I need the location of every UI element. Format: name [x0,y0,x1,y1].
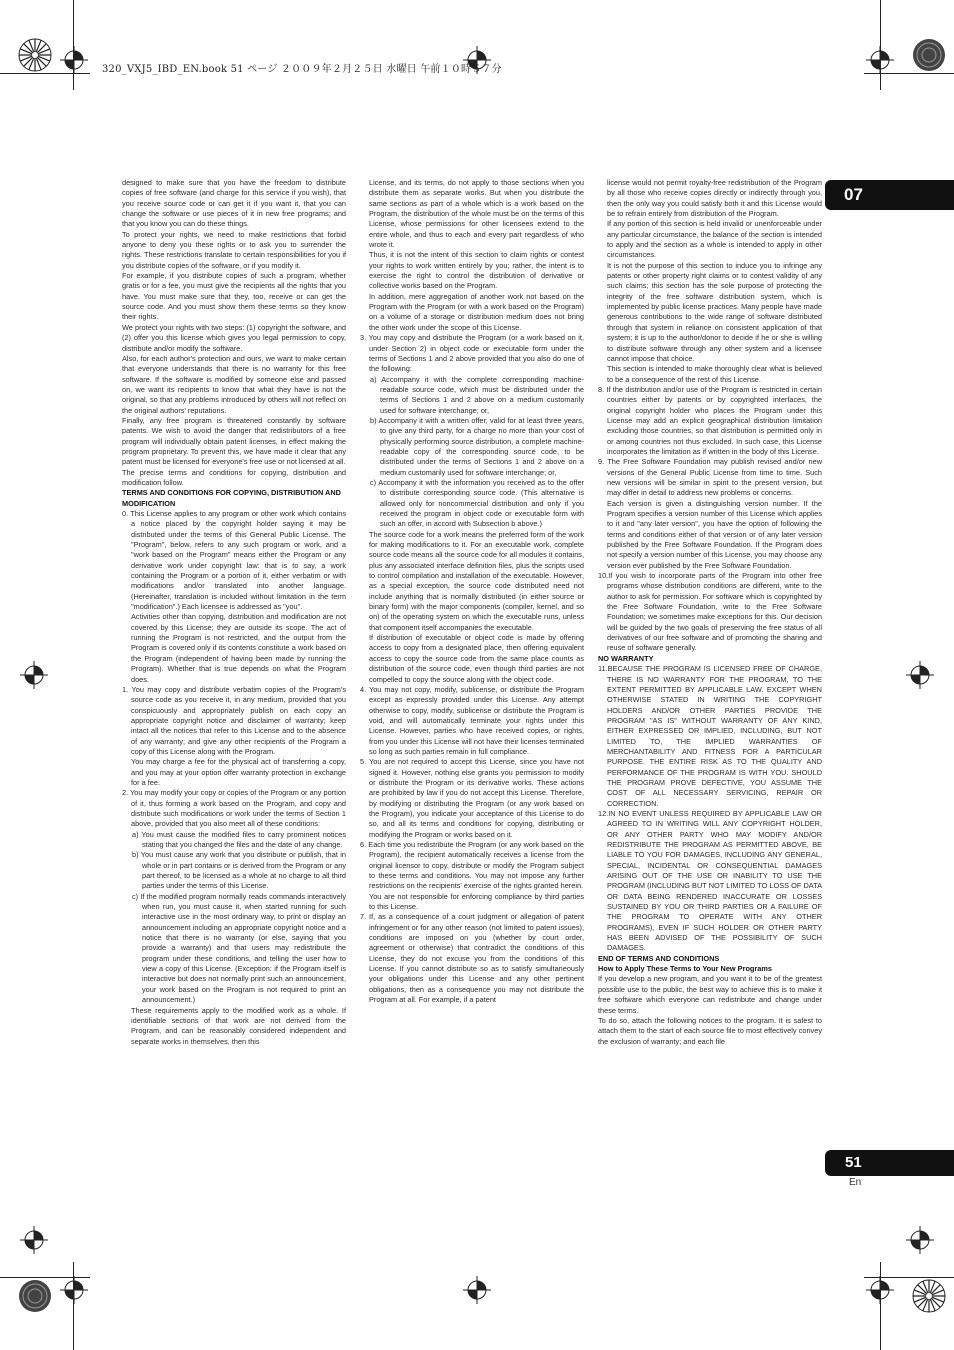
section-heading: NO WARRANTY [598,653,654,663]
numbered-item: 1. You may copy and distribute verbatim copies of the Program's source code as you receive it, in any medium, provided that you conspicuously and appropriately publish on each copy an appropriate copyright notice and disclaimer of warranty; keep intact all the notices that refer to this License and to the absence of any warranty; and give any other recipients of the Program a copy of this License along with the Program. [122,684,346,756]
crosshair-target-icon [20,661,48,689]
text-column-3 [598,178,822,1047]
section-heading: END OF TERMS AND CONDITIONS [598,953,720,963]
section-heading: TERMS AND CONDITIONS FOR COPYING, DISTRIBUTION AND MODIFICATION [122,488,341,508]
paragraph: For example, if you distribute copies of such a program, whether gratis or for a fee, you must give the recipients all the rights that you have. You must make sure that they, too, receive or can get the source code. And you must show them these terms so they know their rights. [122,271,346,322]
numbered-item: 8. If the distribution and/or use of the Program is restricted in certain countries either by patents or by copyrighted interfaces, the original copyright holder who places the Program under this License may add an explicit geographical distribution limitation excluding those countries, so that distribution is permitted only in or among countries not thus excluded. In such case, this License incorporates the limitation as if written in the body of this License. [598,384,822,456]
crosshair-target-icon [60,1276,88,1304]
language-code: En [849,1177,862,1188]
subsection-heading: How to Apply These Terms to Your New Programs [598,964,772,974]
numbered-item: 11.BECAUSE THE PROGRAM IS LICENSED FREE OF CHARGE, THERE IS NO WARRANTY FOR THE PROGRAM, TO THE EXTENT PERMITTED BY APPLICABLE LAW. EXCEPT WHEN OTHERWISE STATED IN WRITING THE COPYRIGHT HOLDERS AND/OR OTHER PARTIES PROVIDE THE PROGRAM "AS IS" WITHOUT WARRANTY OF ANY KIND, EITHER EXPRESSED OR IMPLIED, INCLUDING, BUT NOT LIMITED TO, THE IMPLIED WARRANTIES OF MERCHANTABILITY AND FITNESS FOR A PARTICULAR PURPOSE. THE ENTIRE RISK AS TO THE QUALITY AND PERFORMANCE OF THE PROGRAM IS WITH YOU. SHOULD THE PROGRAM PROVE DEFECTIVE, YOU ASSUME THE COST OF ALL NECESSARY SERVICING, REPAIR OR CORRECTION. [598,664,822,808]
crosshair-target-icon [906,661,934,689]
numbered-item: 3. You may copy and distribute the Program (or a work based on it, under Section 2) in object code or executable form under the terms of Sections 1 and 2 above provided that you also do one of the following: [360,333,584,374]
paragraph: designed to make sure that you have the freedom to distribute copies of free software (and charge for this service if you wish), that you receive source code or can get it if you want it, that you can change the software or use pieces of it in new free programs; and that you know you can do these things. [122,178,346,229]
lettered-item: a) You must cause the modified files to carry prominent notices stating that you changed the files and the date of any change. [132,829,346,849]
numbered-item: 6. Each time you redistribute the Program (or any work based on the Program), the recipient automatically receives a license from the original licensor to copy, distribute or modify the Program subject to these terms and conditions. You may not impose any further restrictions on the recipients' exercise of the rights granted herein. [360,840,584,891]
paragraph: To do so, attach the following notices to the program. It is safest to attach them to the start of each source file to most effectively convey the exclusion of warranty; and each file [598,1015,822,1046]
paragraph: The precise terms and conditions for copying, distribution and modification follow. [122,467,346,487]
crosshair-target-icon [906,1226,934,1254]
paragraph: If you develop a new program, and you want it to be of the greatest possible use to the public, the best way to achieve this is to make it free software which everyone can redistribute and change under these terms. [598,974,822,1015]
registration-mark-icon [912,38,946,72]
crosshair-target-icon [463,1276,491,1304]
lettered-item: a) Accompany it with the complete corresponding machine-readable source code, which must be distributed under the terms of Sections 1 and 2 above on a medium customarily used for software interchange; or, [370,374,584,415]
lettered-item: c) Accompany it with the information you received as to the offer to distribute corresponding source code. (This alternative is allowed only for noncommercial distribution and only if you received the program in object code or executable form with such an offer, in accord with Subsection b above.) [370,477,584,529]
text-column-2 [360,178,584,1006]
item-continuation: In addition, mere aggregation of another work not based on the Program with the Program (or with a work based on the Program) on a volume of a storage or distribution medium does not bring the other work under the scope of this License. [369,291,584,332]
numbered-item: 9. The Free Software Foundation may publish revised and/or new versions of the General Public License from time to time. Such new versions will be similar in spirit to the present version, but may differ in detail to address new problems or concerns. [598,457,822,498]
lettered-item: c) If the modified program normally reads commands interactively when run, you must cause it, when started running for such interactive use in the most ordinary way, to print or display an announcement including an appropriate copyright notice and a notice that there is no warranty (or else, saying that you provide a warranty) and that users may redistribute the program under these conditions, and telling the user how to view a copy of this License. (Exception: if the Program itself is interactive but does not normally print such an announcement, your work based on the Program is not required to print an announcement.) [132,891,346,1005]
page-number: 51 [825,1150,954,1176]
item-continuation: You are not responsible for enforcing compliance by third parties to this License. [369,891,584,912]
item-continuation: Each version is given a distinguishing version number. If the Program specifies a version number of this License which applies to it and "any later version", you have the option of following the terms and conditions either of that version or of any later version published by the Free Software Foundation. If the Program does not specify a version number of this License, you may choose any version ever published by the Free Software Foundation. [607,498,822,570]
item-continuation: If distribution of executable or object code is made by offering access to copy from a designated place, then offering equivalent access to copy the source code from the same place counts as distribution of the source code, even though third parties are not compelled to copy the source along with the object code. [369,633,584,684]
item-continuation: It is not the purpose of this section to induce you to infringe any patents or other property right claims or to contest validity of any such claims; this section has the sole purpose of protecting the integrity of the free software distribution system, which is implemented by public license practices. Many people have made generous contributions to the wide range of software distributed through that system in reliance on consistent application of that system; it is up to the author/donor to decide if he or she is willing to distribute software through any other system and a licensee cannot impose that choice. [607,260,822,363]
numbered-item: 12.IN NO EVENT UNLESS REQUIRED BY APPLICABLE LAW OR AGREED TO IN WRITING WILL ANY COPYRIGHT HOLDER, OR ANY OTHER PARTY WHO MAY MODIFY AND/OR REDISTRIBUTE THE PROGRAM AS PERMITTED ABOVE, BE LIABLE TO YOU FOR DAMAGES, INCLUDING ANY GENERAL, SPECIAL, INCIDENTAL OR CONSEQUENTIAL DAMAGES ARISING OUT OF THE USE OR INABILITY TO USE THE PROGRAM (INCLUDING BUT NOT LIMITED TO LOSS OF DATA OR DATA BEING RENDERED INACCURATE OR LOSSES SUSTAINED BY YOU OR THIRD PARTIES OR A FAILURE OF THE PROGRAM TO OPERATE WITH ANY OTHER PROGRAMS), EVEN IF SUCH HOLDER OR OTHER PARTY HAS BEEN ADVISED OF THE POSSIBILITY OF SUCH DAMAGES. [598,808,822,953]
paragraph: To protect your rights, we need to make restrictions that forbid anyone to deny you these rights or to ask you to surrender the rights. These restrictions translate to certain responsibilities for you if you distribute copies of the software, or if you modify it. [122,229,346,270]
numbered-item: 0. This License applies to any program or other work which contains a notice placed by the copyright holder saying it may be distributed under the terms of this General Public License. The "Program", below, refers to any such program or work, and a "work based on the Program" means either the Program or any derivative work under copyright law: that is to say, a work containing the Program or a portion of it, either verbatim or with modifications and/or translated into another language. (Hereinafter, translation is included without limitation in the term "modification".) Each licensee is addressed as "you". [122,509,346,612]
text-column-1 [122,178,346,1047]
registration-mark-icon [912,1279,946,1313]
item-continuation: These requirements apply to the modified work as a whole. If identifiable sections of that work are not derived from the Program, and can be reasonably considered independent and separate works in themselves, then this [131,1005,346,1046]
item-continuation: license would not permit royalty-free redistribution of the Program by all those who receive copies directly or indirectly through you, then the only way you could satisfy both it and this License would be to refrain entirely from distribution of the Program. [607,178,822,219]
registration-mark-icon [18,38,52,72]
item-continuation: Activities other than copying, distribution and modification are not covered by this License; they are outside its scope. The act of running the Program is not restricted, and the output from the Program is covered only if its contents constitute a work based on the Program (independent of having been made by running the Program). Whether that is true depends on what the Program does. [131,612,346,684]
item-continuation: License, and its terms, do not apply to those sections when you distribute them as separate works. But when you distribute the same sections as part of a whole which is a work based on the Program, the distribution of the whole must be on the terms of this License, whose permissions for other licensees extend to the entire whole, and thus to each and every part regardless of who wrote it. [369,178,584,250]
paragraph: Finally, any free program is threatened constantly by software patents. We wish to avoid the danger that redistributors of a free program will individually obtain patent licenses, in effect making the program proprietary. To prevent this, we have made it clear that any patent must be licensed for everyone's free use or not licensed at all. [122,415,346,467]
crop-mark [73,0,74,90]
print-header: 320_VXJ5_IBD_EN.book 51 ページ ２００９年２月２５日 水曜日 午前１０時５７分 [102,64,502,75]
crosshair-target-icon [866,46,894,74]
item-continuation: The source code for a work means the preferred form of the work for making modifications to it. For an executable work, complete source code means all the source code for all modules it contains, plus any associated interface definition files, plus the scripts used to control compilation and installation of the executable. However, as a special exception, the source code distributed need not include anything that is normally distributed (in either source or binary form) with the major components (compiler, kernel, and so on) of the operating system on which the executable runs, unless that component itself accompanies the executable. [369,529,584,632]
numbered-item: 10.If you wish to incorporate parts of the Program into other free programs whose distribution conditions are different, write to the author to ask for permission. For software which is copyrighted by the Free Software Foundation, write to the Free Software Foundation; we sometimes make exceptions for this. Our decision will be guided by the two goals of preserving the free status of all derivatives of our free software and of promoting the sharing and reuse of software generally. [598,571,822,653]
registration-mark-icon [18,1279,52,1313]
lettered-item: b) You must cause any work that you distribute or publish, that in whole or in part contains or is derived from the Program or any part thereof, to be licensed as a whole at no charge to all third parties under the terms of this License. [132,850,346,891]
item-continuation: This section is intended to make thoroughly clear what is believed to be a consequence of the rest of this License. [607,364,822,384]
item-continuation: Thus, it is not the intent of this section to claim rights or contest your rights to work written entirely by you; rather, the intent is to exercise the right to control the distribution of derivative or collective works based on the Program. [369,250,584,291]
crosshair-target-icon [20,1226,48,1254]
numbered-item: 5. You are not required to accept this License, since you have not signed it. However, nothing else grants you permission to modify or distribute the Program or its derivative works. These actions are prohibited by law if you do not accept this License. Therefore, by modifying or distributing the Program (or any work based on the Program), you indicate your acceptance of this License to do so, and all its terms and conditions for copying, distributing or modifying the Program or works based on it. [360,757,584,839]
chapter-tab: 07 [825,180,954,210]
crop-mark [880,0,881,90]
numbered-item: 4. You may not copy, modify, sublicense, or distribute the Program except as expressly provided under this License. Any attempt otherwise to copy, modify, sublicense or distribute the Program is void, and will automatically terminate your rights under this License. However, parties who have received copies, or rights, from you under this License will not have their licenses terminated so long as such parties remain in full compliance. [360,684,584,756]
item-continuation: You may charge a fee for the physical act of transferring a copy, and you may at your option offer warranty protection in exchange for a fee. [131,757,346,787]
numbered-item: 7. If, as a consequence of a court judgment or allegation of patent infringement or for any other reason (not limited to patent issues), conditions are imposed on you (whether by court order, agreement or otherwise) that contradict the conditions of this License, they do not excuse you from the conditions of this License. If you cannot distribute so as to satisfy simultaneously your obligations under this License and any other pertinent obligations, then as a consequence you may not distribute the Program at all. For example, if a patent [360,912,584,1005]
crosshair-target-icon [60,46,88,74]
crosshair-target-icon [866,1276,894,1304]
numbered-item: 2. You may modify your copy or copies of the Program or any portion of it, thus forming a work based on the Program, and copy and distribute such modifications or work under the terms of Section 1 above, provided that you also meet all of these conditions: [122,788,346,829]
paragraph: We protect your rights with two steps: (1) copyright the software, and (2) offer you this license which gives you legal permission to copy, distribute and/or modify the software. [122,322,346,353]
paragraph: Also, for each author's protection and ours, we want to make certain that everyone understands that there is no warranty for this free software. If the software is modified by someone else and passed on, we want its recipients to know that what they have is not the original, so that any problems introduced by others will not reflect on the original authors' reputations. [122,353,346,415]
item-continuation: If any portion of this section is held invalid or unenforceable under any particular circumstance, the balance of the section is intended to apply and the section as a whole is intended to apply in other circumstances. [607,219,822,260]
lettered-item: b) Accompany it with a written offer, valid for at least three years, to give any third party, for a charge no more than your cost of physically performing source distribution, a complete machine-readable copy of the corresponding source code, to be distributed under the terms of Sections 1 and 2 above on a medium customarily used for software interchange; or, [370,415,584,477]
